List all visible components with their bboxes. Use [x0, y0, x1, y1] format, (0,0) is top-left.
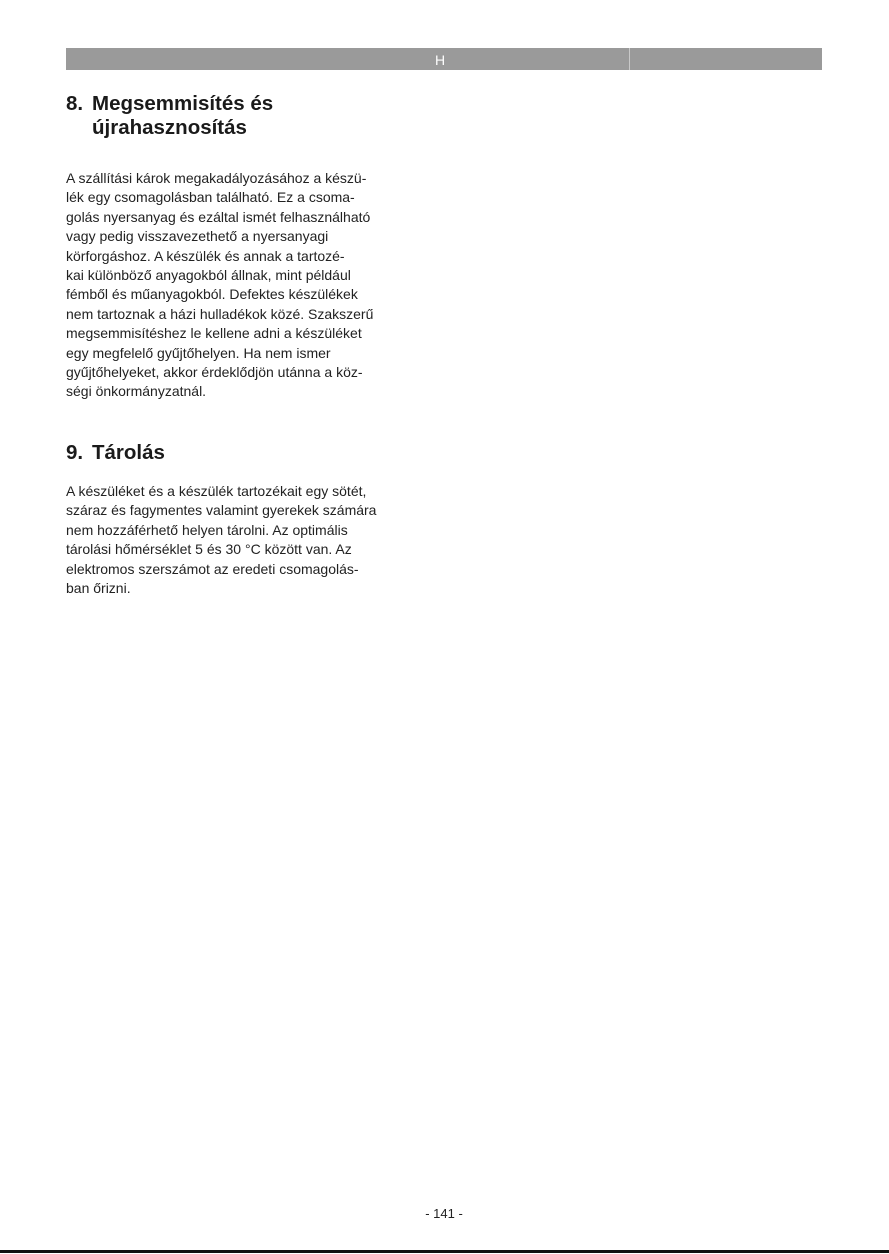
- body-line: kai különböző anyagokból állnak, mint például: [66, 267, 351, 284]
- section-heading: [66, 92, 446, 140]
- section-number: 8.: [66, 92, 84, 115]
- section-body: [66, 169, 446, 402]
- body-line: körforgáshoz. A készülék és annak a tartozé-: [66, 247, 345, 264]
- body-line: nem hozzáférhető helyen tárolni. Az optimális: [66, 521, 348, 538]
- section-title-line: újrahasznosítás: [92, 116, 247, 139]
- body-line: elektromos szerszámot az eredeti csomagolás-: [66, 560, 359, 577]
- body-line: megsemmisítéshez le kellene adni a készüléket: [66, 325, 362, 342]
- body-line: tárolási hőmérséklet 5 és 30 °C között van. Az: [66, 541, 352, 558]
- section-body: [66, 482, 446, 598]
- header-divider: [629, 48, 630, 70]
- section-disposal: [66, 92, 446, 402]
- body-line: fémből és műanyagokból. Defektes készülékek: [66, 286, 358, 303]
- page-number: - 141 -: [425, 1206, 463, 1221]
- body-line: nem tartoznak a házi hulladékok közé. Szakszerű: [66, 305, 374, 322]
- body-line: golás nyersanyag és ezáltal ismét felhasználható: [66, 208, 371, 225]
- section-title-line: Tárolás: [92, 441, 165, 464]
- body-line: gyűjtőhelyeket, akkor érdeklődjön utánna a köz-: [66, 364, 363, 381]
- body-line: A szállítási károk megakadályozásához a készü-: [66, 170, 367, 186]
- body-line: A készüléket és a készülék tartozékait egy sötét,: [66, 483, 367, 499]
- section-title: [92, 441, 446, 465]
- body-line: ségi önkormányzatnál.: [66, 383, 207, 400]
- language-code: H: [434, 52, 446, 68]
- body-line: lék egy csomagolásban található. Ez a csoma-: [66, 189, 355, 206]
- section-number: 9.: [66, 441, 84, 464]
- section-heading: [66, 441, 446, 465]
- section-title-line: Megsemmisítés és: [92, 92, 274, 115]
- body-line: száraz és fagymentes valamint gyerekek számára: [66, 502, 377, 519]
- body-line: vagy pedig visszavezethető a nyersanyagi: [66, 228, 329, 245]
- body-line: egy megfelelő gyűjtőhelyen. Ha nem ismer: [66, 344, 331, 361]
- body-line: ban őrizni.: [66, 580, 131, 597]
- section-storage: [66, 441, 446, 598]
- footer-rule: [0, 1250, 889, 1253]
- section-title: [92, 92, 446, 140]
